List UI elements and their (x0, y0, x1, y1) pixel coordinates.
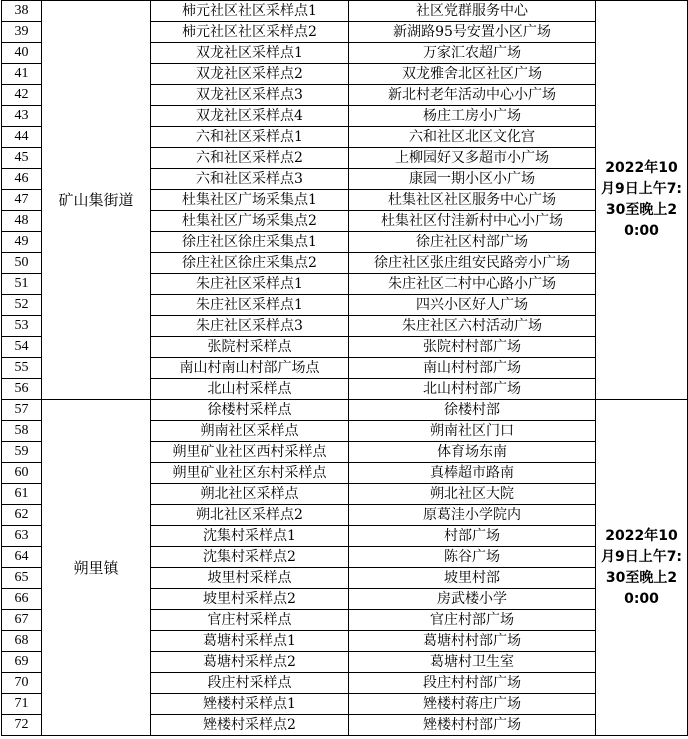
row-number: 60 (2, 463, 42, 484)
sampling-location: 朱庄社区六村活动广场 (349, 316, 596, 337)
sampling-point-name: 柿元社区社区采样点1 (151, 1, 349, 22)
sampling-location: 新北村老年活动中心小广场 (349, 85, 596, 106)
sampling-points-table (1, 0, 688, 736)
sampling-point-name: 双龙社区采样点1 (151, 43, 349, 64)
sampling-point-name: 段庄村采样点 (151, 673, 349, 694)
sampling-point-name: 朱庄社区采样点1 (151, 274, 349, 295)
sampling-time-text: 2022年10月9日上午7:30至晚上20:00 (600, 527, 683, 607)
sampling-point-name: 六和社区采样点2 (151, 148, 349, 169)
sampling-location: 坡里村部 (349, 568, 596, 589)
sampling-location: 陈谷广场 (349, 547, 596, 568)
sampling-point-name: 官庄村采样点 (151, 610, 349, 631)
sampling-location: 矬楼村村部广场 (349, 715, 596, 736)
sampling-point-name: 六和社区采样点3 (151, 169, 349, 190)
sampling-point-name: 徐庄社区徐庄采集点2 (151, 253, 349, 274)
sampling-point-name: 杜集社区广场采集点1 (151, 190, 349, 211)
sampling-location: 段庄村村部广场 (349, 673, 596, 694)
sampling-point-name: 矬楼村采样点1 (151, 694, 349, 715)
row-number: 42 (2, 85, 42, 106)
row-number: 54 (2, 337, 42, 358)
row-number: 58 (2, 421, 42, 442)
row-number: 40 (2, 43, 42, 64)
sampling-point-name: 朱庄社区采样点3 (151, 316, 349, 337)
row-number: 50 (2, 253, 42, 274)
area-name: 矿山集街道 (42, 1, 151, 400)
sampling-point-name: 徐庄社区徐庄采集点1 (151, 232, 349, 253)
row-number: 51 (2, 274, 42, 295)
sampling-location: 社区党群服务中心 (349, 1, 596, 22)
sampling-point-name: 沈集村采样点1 (151, 526, 349, 547)
row-number: 55 (2, 358, 42, 379)
sampling-point-name: 坡里村采样点2 (151, 589, 349, 610)
table-row (2, 1, 688, 22)
row-number: 63 (2, 526, 42, 547)
area-name: 朔里镇 (42, 400, 151, 736)
sampling-location: 杨庄工房小广场 (349, 106, 596, 127)
row-number: 49 (2, 232, 42, 253)
sampling-point-name: 沈集村采样点2 (151, 547, 349, 568)
sampling-time (596, 1, 688, 400)
sampling-location: 矬楼村蒋庄广场 (349, 694, 596, 715)
sampling-location: 真棒超市路南 (349, 463, 596, 484)
sampling-location: 六和社区北区文化宫 (349, 127, 596, 148)
sampling-point-name: 朔南社区采样点 (151, 421, 349, 442)
row-number: 67 (2, 610, 42, 631)
sampling-point-name: 葛塘村采样点1 (151, 631, 349, 652)
sampling-location: 双龙雅舍北区社区广场 (349, 64, 596, 85)
row-number: 61 (2, 484, 42, 505)
row-number: 47 (2, 190, 42, 211)
sampling-point-name: 朔里矿业社区东村采样点 (151, 463, 349, 484)
sampling-location: 北山村村部广场 (349, 379, 596, 400)
sampling-point-name: 朔里矿业社区西村采样点 (151, 442, 349, 463)
sampling-point-name: 北山村采样点 (151, 379, 349, 400)
sampling-point-name: 葛塘村采样点2 (151, 652, 349, 673)
sampling-point-name: 双龙社区采样点3 (151, 85, 349, 106)
row-number: 52 (2, 295, 42, 316)
row-number: 72 (2, 715, 42, 736)
table-body (2, 1, 688, 736)
row-number: 71 (2, 694, 42, 715)
row-number: 62 (2, 505, 42, 526)
sampling-point-name: 徐楼村采样点 (151, 400, 349, 421)
sampling-point-name: 朔北社区采样点 (151, 484, 349, 505)
sampling-point-name: 矬楼村采样点2 (151, 715, 349, 736)
sampling-point-name: 柿元社区社区采样点2 (151, 22, 349, 43)
sampling-point-name: 张院村采样点 (151, 337, 349, 358)
sampling-location: 康园一期小区小广场 (349, 169, 596, 190)
sampling-location: 官庄村部广场 (349, 610, 596, 631)
row-number: 57 (2, 400, 42, 421)
sampling-location: 原葛洼小学院内 (349, 505, 596, 526)
row-number: 68 (2, 631, 42, 652)
row-number: 66 (2, 589, 42, 610)
sampling-location: 朔北社区大院 (349, 484, 596, 505)
row-number: 65 (2, 568, 42, 589)
row-number: 64 (2, 547, 42, 568)
sampling-location: 房武楼小学 (349, 589, 596, 610)
sampling-point-name: 南山村南山村部广场点 (151, 358, 349, 379)
sampling-location: 南山村村部广场 (349, 358, 596, 379)
row-number: 43 (2, 106, 42, 127)
sampling-point-name: 朔北社区采样点2 (151, 505, 349, 526)
row-number: 38 (2, 1, 42, 22)
sampling-time-text: 2022年10月9日上午7:30至晚上20:00 (600, 160, 683, 239)
sampling-time (596, 400, 688, 736)
sampling-location: 葛塘村卫生室 (349, 652, 596, 673)
sampling-location: 村部广场 (349, 526, 596, 547)
sampling-location: 朔南社区门口 (349, 421, 596, 442)
row-number: 46 (2, 169, 42, 190)
sampling-location: 徐庄社区村部广场 (349, 232, 596, 253)
sampling-point-name: 双龙社区采样点4 (151, 106, 349, 127)
sampling-location: 朱庄社区二村中心路小广场 (349, 274, 596, 295)
sampling-location: 徐庄社区张庄组安民路旁小广场 (349, 253, 596, 274)
sampling-location: 体育场东南 (349, 442, 596, 463)
sampling-location: 万家汇农超广场 (349, 43, 596, 64)
sampling-location: 四兴小区好人广场 (349, 295, 596, 316)
sampling-point-name: 杜集社区广场采集点2 (151, 211, 349, 232)
sampling-location: 上柳园好又多超市小广场 (349, 148, 596, 169)
sampling-point-name: 坡里村采样点 (151, 568, 349, 589)
sampling-location: 杜集社区付洼新村中心小广场 (349, 211, 596, 232)
table-row (2, 400, 688, 421)
row-number: 48 (2, 211, 42, 232)
sampling-location: 杜集社区社区服务中心广场 (349, 190, 596, 211)
row-number: 59 (2, 442, 42, 463)
sampling-location: 徐楼村部 (349, 400, 596, 421)
sampling-location: 新湖路95号安置小区广场 (349, 22, 596, 43)
row-number: 56 (2, 379, 42, 400)
row-number: 69 (2, 652, 42, 673)
sampling-point-name: 双龙社区采样点2 (151, 64, 349, 85)
sampling-point-name: 六和社区采样点1 (151, 127, 349, 148)
sampling-location: 张院村村部广场 (349, 337, 596, 358)
row-number: 41 (2, 64, 42, 85)
row-number: 45 (2, 148, 42, 169)
sampling-location: 葛塘村村部广场 (349, 631, 596, 652)
row-number: 39 (2, 22, 42, 43)
row-number: 53 (2, 316, 42, 337)
row-number: 70 (2, 673, 42, 694)
sampling-point-name: 朱庄社区采样点1 (151, 295, 349, 316)
row-number: 44 (2, 127, 42, 148)
